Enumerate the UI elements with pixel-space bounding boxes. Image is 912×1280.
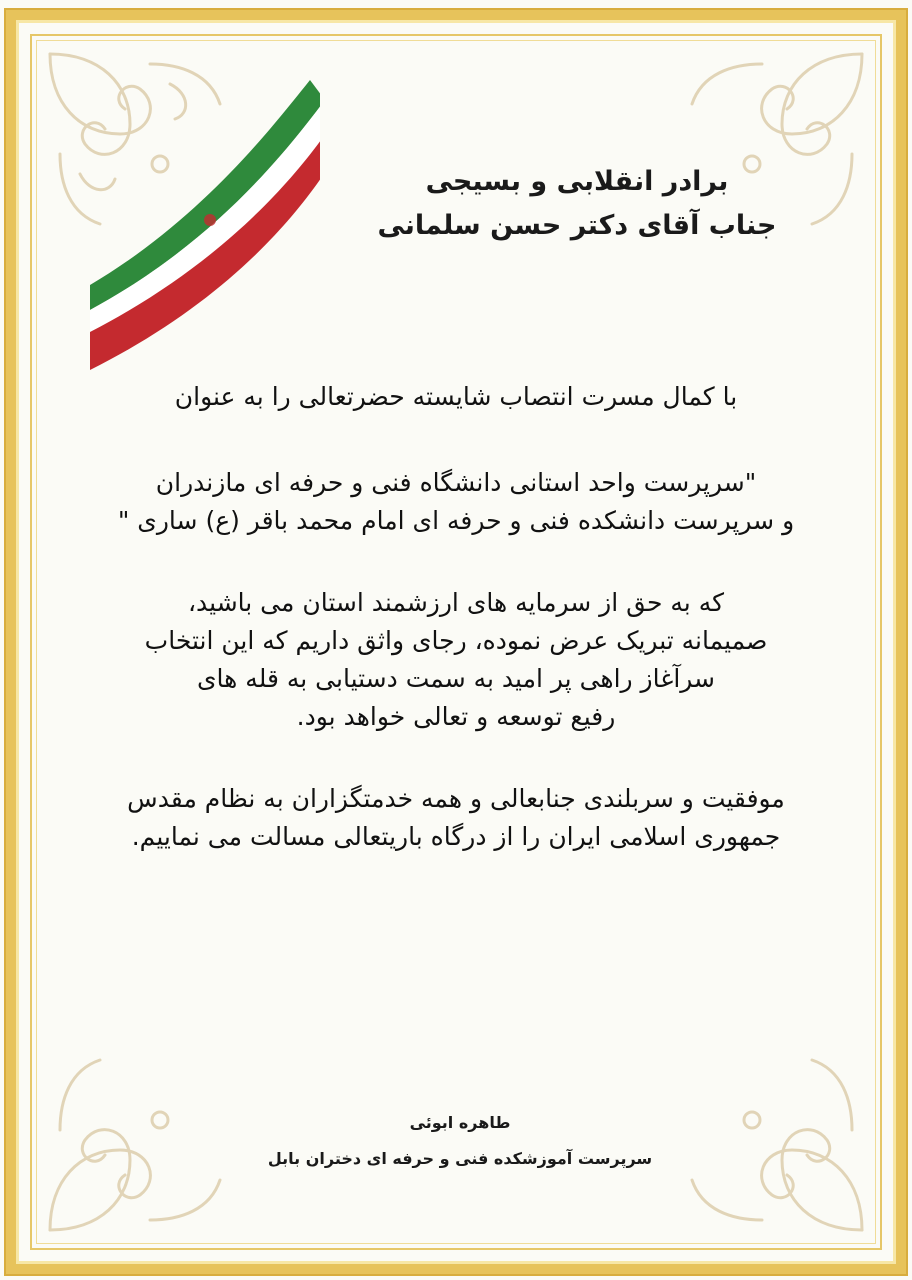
signature-block bbox=[200, 1105, 720, 1177]
text-line: که به حق از سرمایه های ارزشمند استان می باشید، bbox=[187, 588, 725, 617]
text-line: رفیع توسعه و تعالی خواهد بود. bbox=[296, 702, 616, 731]
paragraph-closing bbox=[80, 780, 832, 856]
paragraph-congratulation bbox=[80, 584, 832, 736]
text-line: سرآغاز راهی پر امید به سمت دستیابی به قله های bbox=[196, 664, 716, 693]
text-line: صمیمانه تبریک عرض نموده، رجای واثق داریم که این انتخاب bbox=[144, 626, 768, 655]
text-line: با کمال مسرت انتصاب شایسته حضرتعالی را به عنوان bbox=[174, 382, 738, 411]
letter-body bbox=[80, 378, 832, 856]
text-line: "سرپرست واحد استانی دانشگاه فنی و حرفه ای مازندران bbox=[155, 468, 757, 497]
paragraph-intro bbox=[80, 378, 832, 416]
text-line: جمهوری اسلامی ایران را از درگاه باریتعالی مسالت می نماییم. bbox=[131, 822, 781, 851]
paragraph-position bbox=[80, 464, 832, 540]
text-line: و سرپرست دانشکده فنی و حرفه ای امام محمد باقر (ع) ساری " bbox=[117, 506, 795, 535]
signer-title: سرپرست آموزشکده فنی و حرفه ای دختران بابل bbox=[267, 1149, 653, 1168]
iran-flag-ribbon-icon bbox=[80, 70, 320, 390]
recipient-header bbox=[367, 160, 787, 248]
recipient-name: جناب آقای دکتر حسن سلمانی bbox=[377, 210, 777, 241]
recipient-title: برادر انقلابی و بسیجی bbox=[425, 166, 729, 197]
signer-name: طاهره ابوئی bbox=[409, 1113, 511, 1132]
text-line: موفقیت و سربلندی جنابعالی و همه خدمتگزاران به نظام مقدس bbox=[127, 784, 785, 813]
